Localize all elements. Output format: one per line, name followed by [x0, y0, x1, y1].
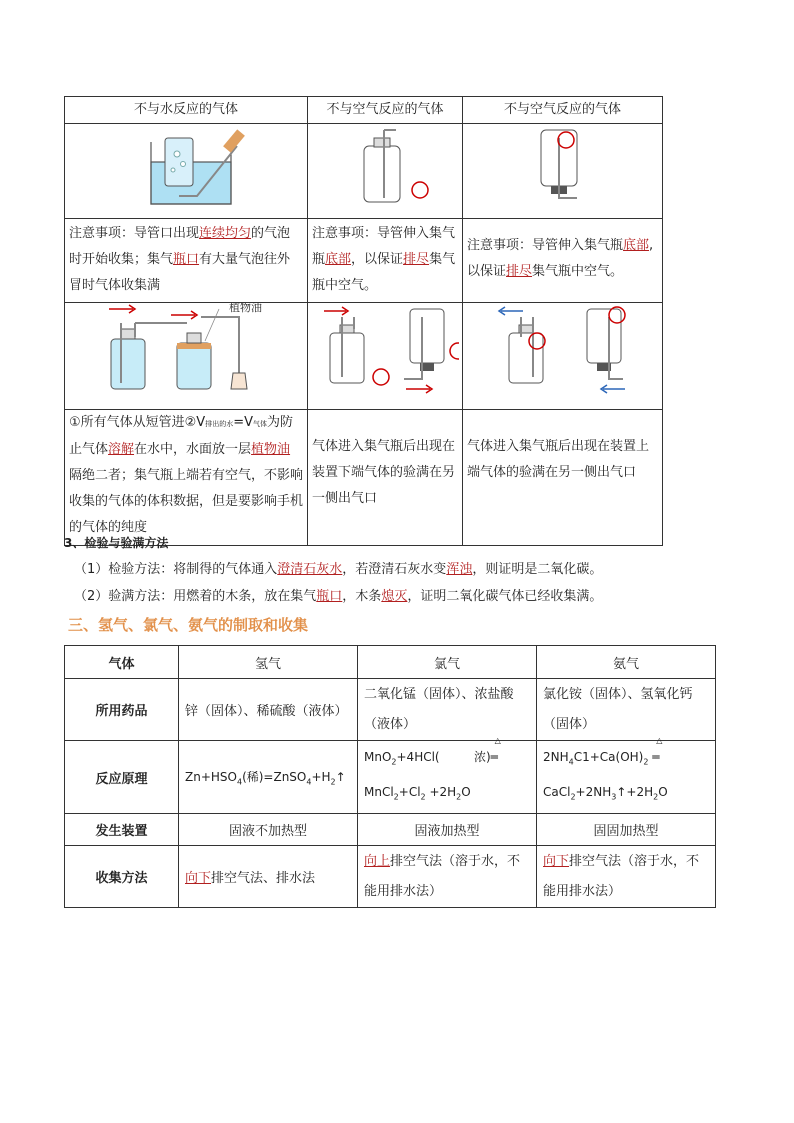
section-heading: 三、氢气、氯气、氨气的制取和收集	[68, 616, 309, 634]
drug-cell-h2: 锌（固体）、稀硫酸（液体）	[179, 679, 358, 741]
header-cell: 氯气	[358, 646, 537, 679]
gas-bottle-inverted-illustration	[467, 124, 659, 208]
heat-triangle-cl2: △	[494, 735, 501, 745]
drug-cell-cl2: 二氧化锰（固体）、浓盐酸（液体）	[358, 679, 537, 741]
header-cell: 不与水反应的气体	[65, 97, 308, 124]
collect-cl2: 向上排空气法（溶于水，不能用排水法）	[358, 846, 537, 908]
device-nh3: 固固加热型	[537, 814, 716, 846]
note-cell-water: 注意事项：导管口出现连续均匀的气泡时开始收集；集气瓶口有大量气泡往外冒时气体收集满	[65, 219, 308, 303]
downward-air-device-illustration	[467, 303, 659, 399]
downward-air-device-cell	[463, 303, 663, 410]
test-method-line: （1）检验方法：将制得的气体通入澄清石灰水，若澄清石灰水变浑浊，则证明是二氧化碳。	[74, 562, 603, 577]
header-cell: 氢气	[179, 646, 358, 679]
gas-collection-table	[64, 96, 663, 546]
downward-air-figure-cell	[463, 124, 663, 219]
desc-cell-downward: 气体进入集气瓶后出现在装置上端气体的验满在另一侧出气口	[463, 410, 663, 546]
header-cell: 气体	[65, 646, 179, 679]
water-method-device-cell	[65, 303, 308, 410]
water-displacement-illustration	[69, 124, 304, 208]
desc-cell-upward: 气体进入集气瓶后出现在装置下端气体的验满在另一侧出气口	[308, 410, 463, 546]
heat-triangle-nh3: △	[656, 735, 663, 745]
two-bottle-water-device-illustration	[69, 303, 304, 399]
row-label: 发生装置	[65, 814, 179, 846]
reaction-nh3: $2NH_4C1+Ca(OH)_2$ △ ═ $CaCl_2+2NH_3↑+2H_2O$	[537, 741, 716, 814]
water-displacement-figure-cell	[65, 124, 308, 219]
section-3-title: 3、检验与验满方法	[64, 536, 169, 550]
upward-air-device-cell	[308, 303, 463, 410]
row-label: 收集方法	[65, 846, 179, 908]
full-check-line: （2）验满方法：用燃着的木条，放在集气瓶口，木条熄灭，证明二氧化碳气体已经收集满。	[74, 589, 603, 604]
gas-bottle-upright-illustration	[312, 124, 459, 208]
row-label: 所用药品	[65, 679, 179, 741]
note-cell-upward: 注意事项：导管伸入集气瓶底部，以保证排尽集气瓶中空气。	[308, 219, 463, 303]
note-cell-downward: 注意事项：导管伸入集气瓶底部,以保证排尽集气瓶中空气。	[463, 219, 663, 303]
gas-preparation-table	[64, 645, 716, 908]
collect-h2: 向下排空气法、排水法	[179, 846, 358, 908]
reaction-cl2: MnO$_2$+4HCl( 浓) △ ═ $MnCl_2+Cl_2 +2H_2O$	[358, 741, 537, 814]
drug-cell-nh3: 氯化铵（固体）、氢氧化钙（固体）	[537, 679, 716, 741]
header-cell: 不与空气反应的气体	[463, 97, 663, 124]
oil-label: 植物油	[229, 303, 262, 314]
upward-air-figure-cell	[308, 124, 463, 219]
reaction-h2: $Zn+HSO_4$(稀)$=ZnSO_4+H_2↑$	[179, 741, 358, 814]
header-cell: 不与空气反应的气体	[308, 97, 463, 124]
header-cell: 氨气	[537, 646, 716, 679]
collect-nh3: 向下排空气法（溶于水，不能用排水法）	[537, 846, 716, 908]
device-h2: 固液不加热型	[179, 814, 358, 846]
upward-air-device-illustration	[312, 303, 459, 399]
device-cl2: 固液加热型	[358, 814, 537, 846]
desc-cell-water: ①所有气体从短管进②V排出的水=V气体为防止气体溶解在水中，水面放一层植物油隔绝二者；集气瓶上端若有空气，不影响收集的气体的体积数据，但是要影响手机的气体的纯度	[65, 410, 308, 546]
row-label: 反应原理	[65, 741, 179, 814]
